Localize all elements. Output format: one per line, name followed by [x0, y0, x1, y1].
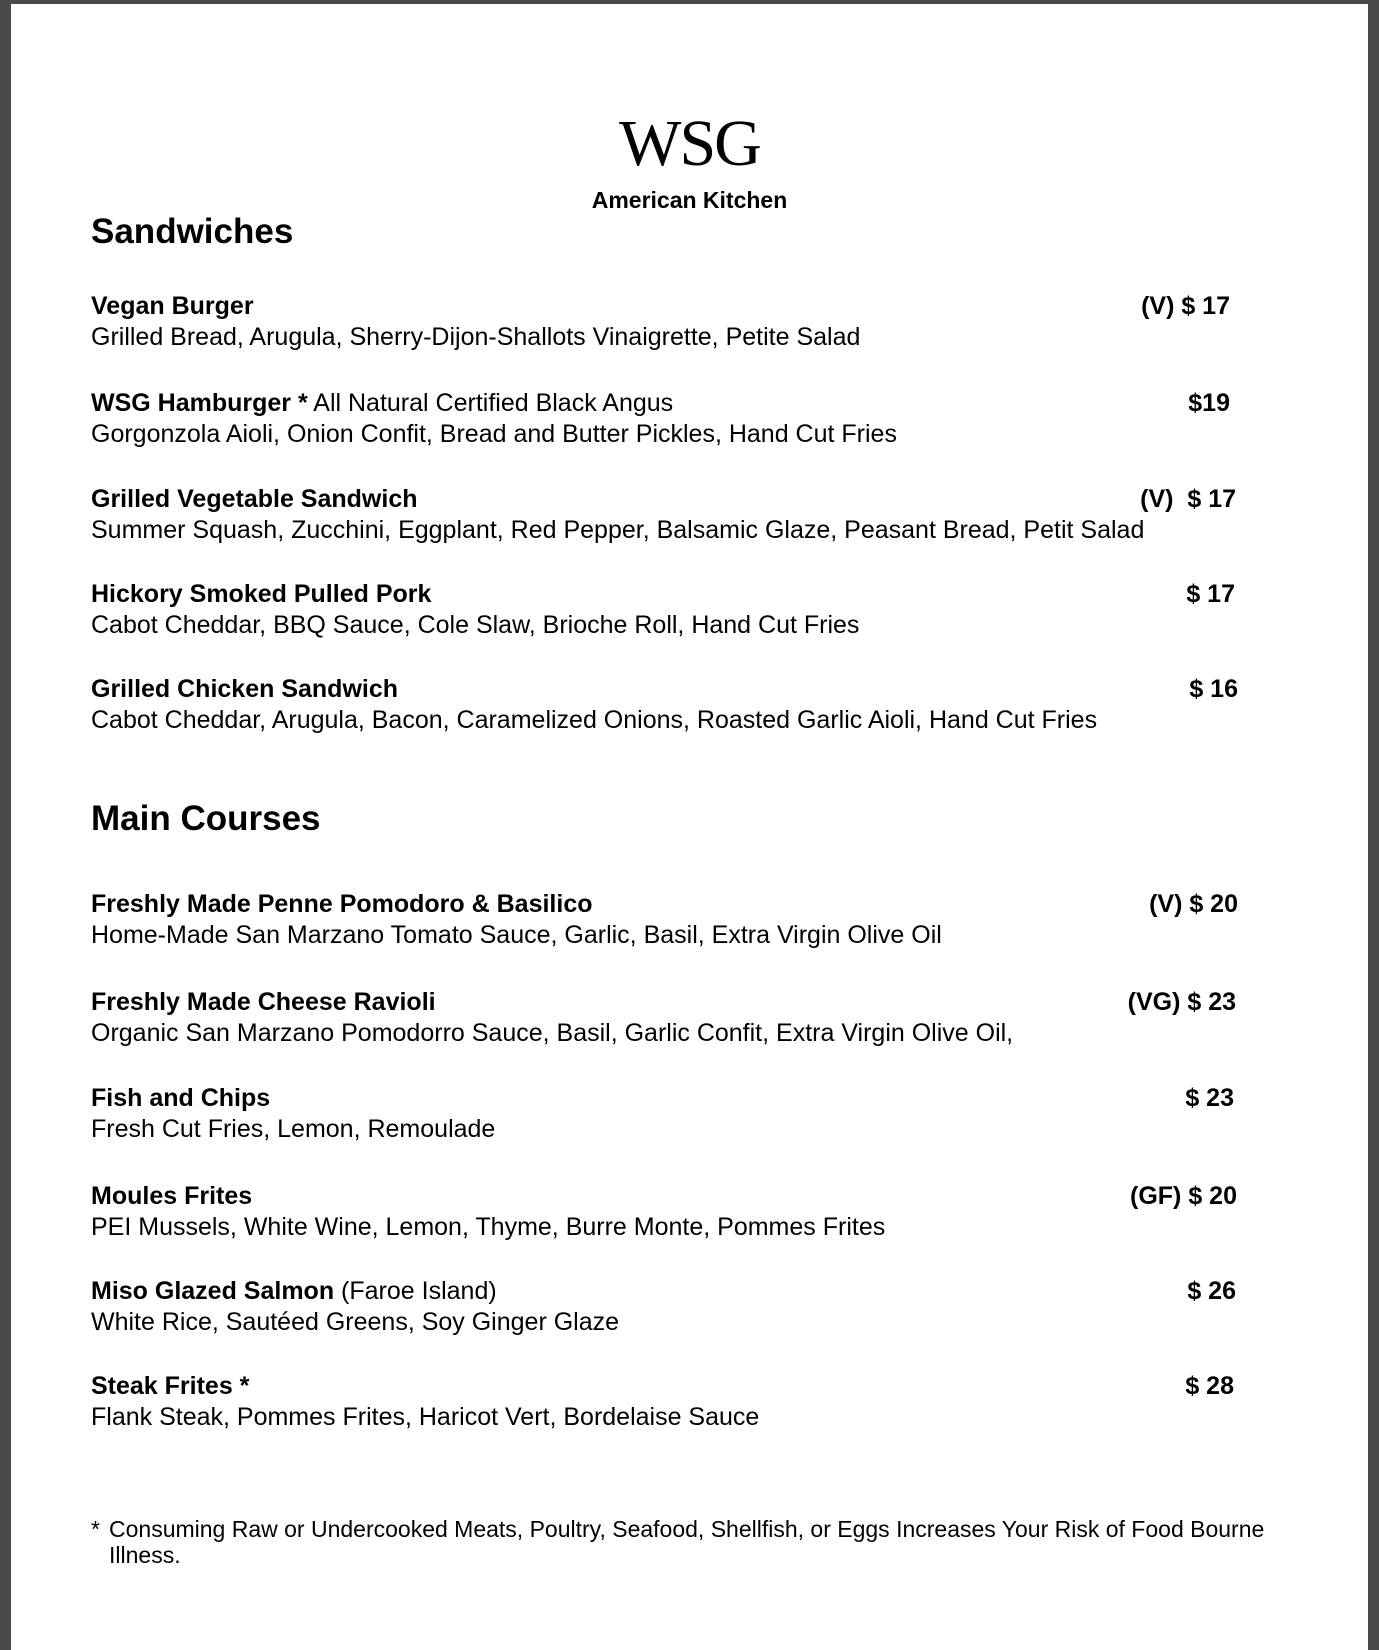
item-price: $ 17 — [1186, 580, 1235, 608]
item-description: Flank Steak, Pommes Frites, Haricot Vert, Bordelaise Sauce — [91, 1403, 760, 1431]
item-note: All Natural Certified Black Angus — [307, 389, 674, 417]
item-name: Grilled Vegetable Sandwich — [91, 485, 418, 513]
item-name: Vegan Burger — [91, 292, 254, 320]
section-title-sandwiches: Sandwiches — [91, 212, 294, 251]
item-name: Moules Frites — [91, 1182, 253, 1210]
item-price: (V) $ 17 — [1140, 485, 1236, 513]
item-description: Home-Made San Marzano Tomato Sauce, Garlic, Basil, Extra Virgin Olive Oil — [91, 921, 942, 949]
menu-item — [91, 674, 1301, 738]
item-note: (Faroe Island) — [334, 1277, 497, 1305]
menu-item — [91, 1181, 1301, 1245]
footnote-asterisk: * — [91, 1516, 100, 1542]
menu-item — [91, 889, 1301, 953]
item-description: Gorgonzola Aioli, Onion Confit, Bread and Butter Pickles, Hand Cut Fries — [91, 420, 897, 448]
menu-item — [91, 987, 1301, 1051]
item-name-line — [91, 674, 398, 704]
item-description: Summer Squash, Zucchini, Eggplant, Red Pepper, Balsamic Glaze, Peasant Bread, Petit Salad — [91, 516, 1145, 544]
menu-item — [91, 1083, 1301, 1147]
item-name-line — [91, 1083, 270, 1113]
item-description: White Rice, Sautéed Greens, Soy Ginger Glaze — [91, 1308, 620, 1336]
item-price: $ 16 — [1189, 675, 1238, 703]
menu-item — [91, 579, 1301, 643]
item-price: (V) $ 20 — [1149, 890, 1238, 918]
item-name-line — [91, 987, 436, 1017]
footnote-text: Consuming Raw or Undercooked Meats, Poultry, Seafood, Shellfish, or Eggs Increases Your Risk of Food Bourne Illness. — [109, 1516, 1265, 1568]
logo: WSG — [619, 107, 760, 180]
item-name-line — [91, 388, 673, 418]
item-name-line — [91, 1276, 497, 1306]
section-title-main-courses: Main Courses — [91, 799, 321, 838]
item-price: (GF) $ 20 — [1130, 1182, 1237, 1210]
menu-page — [11, 4, 1368, 1650]
item-name-line — [91, 889, 593, 919]
item-price: $ 28 — [1185, 1372, 1234, 1400]
restaurant-subtitle: American Kitchen — [591, 187, 788, 213]
item-price: (VG) $ 23 — [1127, 988, 1236, 1016]
item-description: PEI Mussels, White Wine, Lemon, Thyme, Burre Monte, Pommes Frites — [91, 1213, 886, 1241]
item-name: Freshly Made Cheese Ravioli — [91, 988, 436, 1016]
menu-item — [91, 1276, 1301, 1340]
item-description: Cabot Cheddar, Arugula, Bacon, Caramelized Onions, Roasted Garlic Aioli, Hand Cut Fries — [91, 706, 1098, 734]
item-name: Fish and Chips — [91, 1084, 271, 1112]
item-name-line — [91, 1371, 249, 1401]
item-name: Miso Glazed Salmon — [91, 1277, 335, 1305]
item-price: $ 26 — [1187, 1277, 1236, 1305]
menu-item — [91, 484, 1301, 548]
item-name-line — [91, 579, 431, 609]
menu-item — [91, 1371, 1301, 1435]
item-price: $19 — [1188, 389, 1230, 417]
item-name: Steak Frites * — [91, 1372, 250, 1400]
item-name-line — [91, 1181, 252, 1211]
item-name-line — [91, 291, 254, 321]
item-name: Hickory Smoked Pulled Pork — [91, 580, 432, 608]
menu-item — [91, 291, 1301, 355]
item-description: Fresh Cut Fries, Lemon, Remoulade — [91, 1115, 496, 1143]
item-name: Grilled Chicken Sandwich — [91, 675, 399, 703]
item-price: $ 23 — [1185, 1084, 1234, 1112]
item-name: Freshly Made Penne Pomodoro & Basilico — [91, 890, 593, 918]
item-description: Grilled Bread, Arugula, Sherry-Dijon-Shallots Vinaigrette, Petite Salad — [91, 323, 861, 351]
item-name: WSG Hamburger * — [91, 389, 308, 417]
menu-item — [91, 388, 1301, 452]
item-description: Organic San Marzano Pomodorro Sauce, Basil, Garlic Confit, Extra Virgin Olive Oil, — [91, 1019, 1014, 1047]
item-name-line — [91, 484, 418, 514]
item-description: Cabot Cheddar, BBQ Sauce, Cole Slaw, Brioche Roll, Hand Cut Fries — [91, 611, 860, 639]
item-price: (V) $ 17 — [1141, 292, 1230, 320]
allergen-footnote — [91, 1516, 1321, 1568]
